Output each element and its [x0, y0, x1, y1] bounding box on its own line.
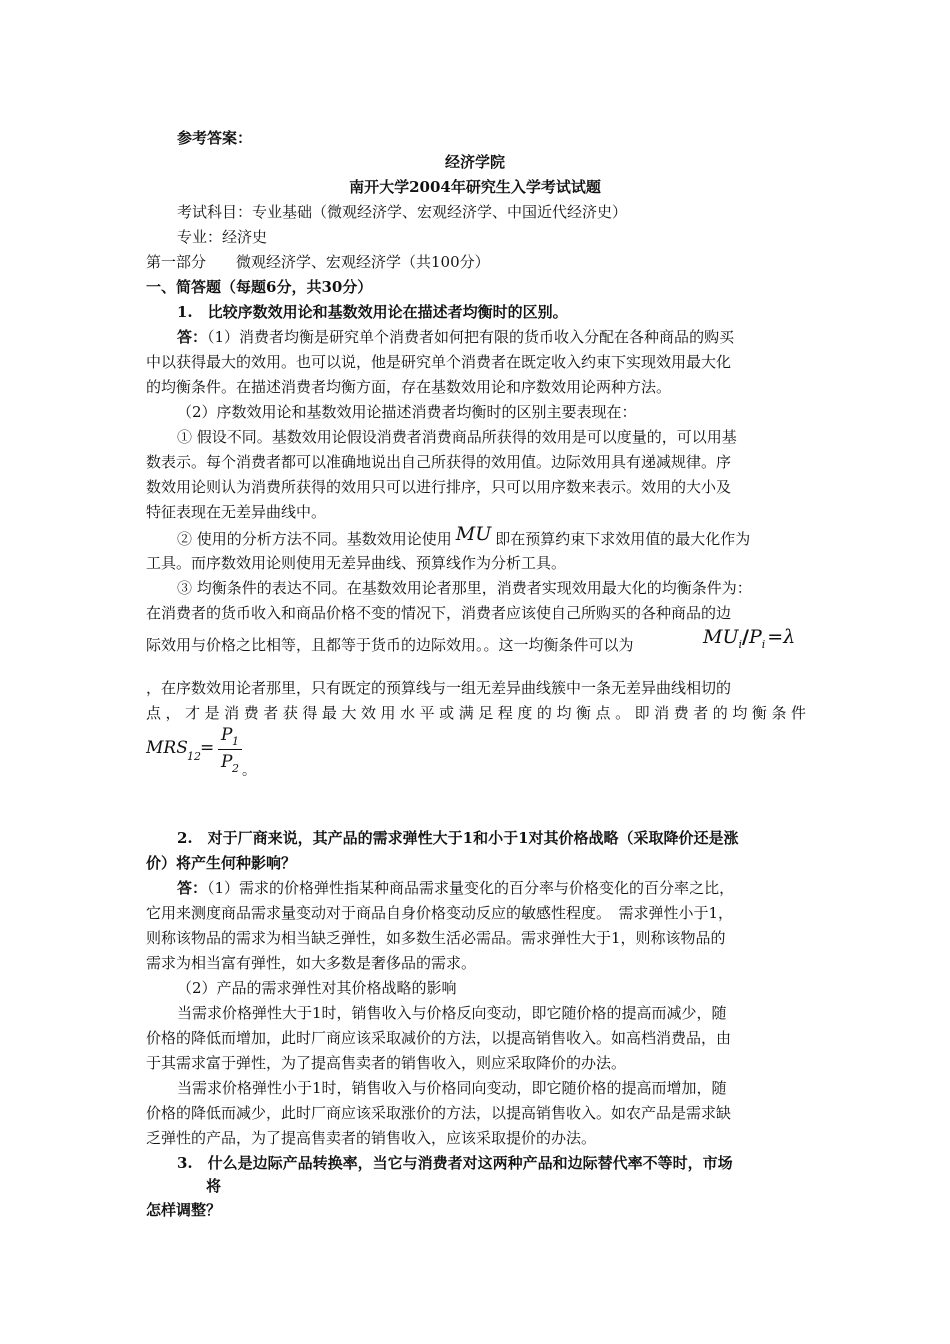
paragraph-text: （1）需求的价格弹性指某种商品需求量变化的百分率与价格变化的百分率之比，: [207, 879, 735, 897]
eq-subscript: 2: [232, 762, 239, 775]
eq-lambda: λ: [783, 626, 796, 648]
paragraph-line: 价格的降低而增加，此时厂商应该采取减价的方法，以提高销售收入。如高档消费品，由: [146, 1029, 732, 1047]
paragraph-line: 中以获得最大的效用。也可以说，他是研究单个消费者在既定收入约束下实现效用最大化: [146, 353, 732, 371]
q2-title-line2: 价）将产生何种影响？: [146, 854, 297, 872]
paragraph-line: （2）产品的需求弹性对其价格战略的影响: [177, 979, 457, 997]
paragraph-line: 于其需求富于弹性，为了提高售卖者的销售收入，则应采取降价的办法。: [146, 1054, 627, 1072]
paragraph-line: 的均衡条件。在描述消费者均衡方面，存在基数效用论和序数效用论两种方法。: [146, 378, 672, 396]
q1-answer-line: [177, 326, 734, 348]
q3-title-line2: 将: [206, 1177, 222, 1195]
paragraph-line: ① 假设不同。基数效用论假设消费者消费商品所获得的效用是可以度量的，可以用基: [177, 428, 737, 446]
eq-slash: /: [742, 626, 749, 648]
paragraph-text: ② 使用的分析方法不同。基数效用论使用: [177, 530, 452, 548]
paragraph-line: 数表示。每个消费者都可以准确地说出自己所获得的效用值。边际效用具有递减规律。序: [146, 453, 732, 471]
eq-mrs: MRS: [146, 738, 188, 758]
q2-title-line1: 2. 对于厂商来说，其产品的需求弹性大于1和小于1对其价格战略（采取降价还是涨: [177, 829, 739, 847]
paragraph-line: 际效用与价格之比相等，且都等于货币的边际效用。。这一均衡条件可以为: [146, 636, 634, 654]
q2-answer-line: [177, 877, 734, 899]
eq-mu: MU: [703, 626, 739, 648]
paragraph-text: 点，才是消费者获得最大效用水平或满足程度的均衡点。即消费者的均衡条件: [146, 704, 806, 722]
paragraph-line: [177, 523, 751, 550]
paragraph-line: 价格的降低而减少，此时厂商应该采取涨价的方法，以提高销售收入。如农产品是需求缺: [146, 1104, 732, 1122]
paragraph-text: 即在预算约束下求效用值的最大化作为: [495, 530, 751, 548]
answer-label: 答：: [177, 328, 208, 346]
paragraph-line-justified: [146, 702, 806, 724]
eq-equals: =: [767, 626, 784, 648]
answer-label: 答：: [177, 879, 208, 897]
mu-symbol: MU: [455, 523, 492, 545]
paragraph-line: ，在序数效用论者那里，只有既定的预算线与一组无差异曲线簇中一条无差异曲线相切的: [146, 679, 732, 697]
paragraph-text: （1）消费者均衡是研究单个消费者如何把有限的货币收入分配在各种商品的购买: [207, 328, 735, 346]
eq-subscript: i: [761, 638, 766, 651]
paragraph-line: 当需求价格弹性大于1时，销售收入与价格反向变动，即它随价格的提高而减少，随: [177, 1004, 727, 1022]
eq-equals: =: [200, 738, 215, 758]
paragraph-line: 则称该物品的需求为相当缺乏弹性，如多数生活必需品。需求弹性大于1，则称该物品的: [146, 929, 726, 947]
eq-subscript: 12: [187, 750, 201, 763]
exam-subject: 考试科目：专业基础（微观经济学、宏观经济学、中国近代经济史）: [177, 203, 628, 221]
paragraph-line: 特征表现在无差异曲线中。: [146, 503, 327, 521]
q1-title: 1. 比较序数效用论和基数效用论在描述者均衡时的区别。: [177, 303, 568, 321]
eq-numerator: P: [221, 725, 233, 745]
equilibrium-equation-cardinal: [703, 624, 795, 653]
paragraph-line: 需求为相当富有弹性，如大多数是奢侈品的需求。: [146, 954, 477, 972]
fraction-bar: [218, 749, 242, 750]
paragraph-line: ③ 均衡条件的表达不同。在基数效用论者那里，消费者实现效用最大化的均衡条件为：: [177, 579, 752, 597]
q3-title-line3: 怎样调整？: [146, 1201, 222, 1219]
paragraph-line: 当需求价格弹性小于1时，销售收入与价格同向变动，即它随价格的提高而增加，随: [177, 1079, 727, 1097]
school-title: 经济学院: [444, 153, 505, 171]
eq-subscript: i: [738, 638, 742, 651]
exam-major: 专业：经济史: [177, 228, 268, 246]
eq-period: 。: [242, 763, 256, 779]
paragraph-line: 工具。而序数效用论则使用无差异曲线、预算线作为分析工具。: [146, 554, 567, 572]
paragraph-line: 乏弹性的产品，为了提高售卖者的销售收入，应该采取提价的办法。: [146, 1129, 597, 1147]
section-heading: 一、简答题（每题6分，共30分）: [146, 278, 373, 296]
exam-title: 南开大学2004年研究生入学考试试题: [349, 178, 601, 196]
part-heading: 第一部分 微观经济学、宏观经济学（共100分）: [146, 253, 490, 271]
paragraph-line: 它用来测度商品需求量变动对于商品自身价格变动反应的敏感性程度。 需求弹性小于1，: [146, 904, 734, 922]
eq-p: P: [748, 626, 762, 648]
q3-title-line1: 3. 什么是边际产品转换率，当它与消费者对这两种产品和边际替代率不等时，市场: [177, 1154, 733, 1172]
paragraph-line: 数效用论则认为消费所获得的效用只可以进行排序，只可以用序数来表示。效用的大小及: [146, 478, 732, 496]
eq-subscript: 1: [232, 735, 239, 748]
paragraph-line: 在消费者的货币收入和商品价格不变的情况下，消费者应该使自己所购买的各种商品的边: [146, 604, 732, 622]
ref-answer-label: 参考答案：: [177, 129, 253, 147]
eq-denominator: P: [221, 752, 233, 772]
paragraph-line: （2）序数效用论和基数效用论描述消费者均衡时的区别主要表现在：: [177, 403, 637, 421]
